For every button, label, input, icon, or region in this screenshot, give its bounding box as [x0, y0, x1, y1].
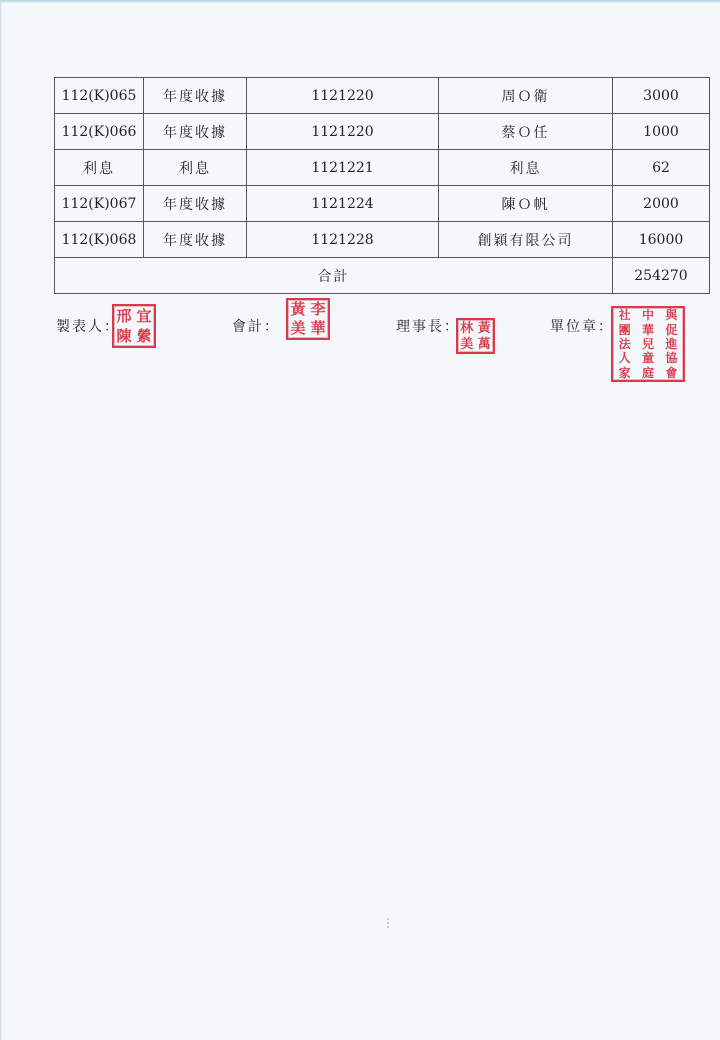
receipt-table — [54, 77, 710, 294]
receipt-number-cell: 112(K)065 — [55, 78, 144, 114]
accountant-seal: 黃 李 美 華 — [286, 298, 330, 340]
date-cell: 1121221 — [247, 150, 439, 186]
page-top-edge — [0, 0, 720, 3]
page-left-edge — [0, 0, 2, 1040]
receipt-number-cell: 112(K)067 — [55, 186, 144, 222]
receipt-type-cell: 年度收據 — [144, 186, 247, 222]
table-row — [55, 114, 710, 150]
date-cell: 1121224 — [247, 186, 439, 222]
preparer-seal: 邢 宜 陳 縈 — [112, 304, 156, 348]
amount-cell: 2000 — [613, 186, 710, 222]
organization-seal: 社 中 與 團 華 促 法 兒 進 人 童 協 家 庭 會 — [611, 306, 685, 382]
total-row — [55, 258, 710, 294]
amount-cell: 62 — [613, 150, 710, 186]
total-value: 254270 — [613, 258, 710, 294]
amount-cell: 1000 — [613, 114, 710, 150]
receipt-type-cell: 年度收據 — [144, 78, 247, 114]
donor-cell: 利息 — [439, 150, 613, 186]
chairperson-seal: 林 黃 美 萬 — [456, 318, 495, 354]
receipt-type-cell: 利息 — [144, 150, 247, 186]
table-row — [55, 222, 710, 258]
signature-section — [0, 300, 720, 390]
total-label: 合計 — [55, 258, 613, 294]
receipt-number-cell: 利息 — [55, 150, 144, 186]
date-cell: 1121228 — [247, 222, 439, 258]
table-row — [55, 78, 710, 114]
donor-cell: 蔡Ｏ任 — [439, 114, 613, 150]
donor-cell: 創穎有限公司 — [439, 222, 613, 258]
amount-cell: 16000 — [613, 222, 710, 258]
amount-cell: 3000 — [613, 78, 710, 114]
accountant-label: 會計： — [232, 319, 280, 335]
scan-speck — [387, 918, 389, 930]
receipt-number-cell: 112(K)066 — [55, 114, 144, 150]
receipt-number-cell: 112(K)068 — [55, 222, 144, 258]
unit-seal-label: 單位章： — [550, 319, 614, 335]
donor-cell: 陳Ｏ帆 — [439, 186, 613, 222]
table-row — [55, 186, 710, 222]
table-row — [55, 150, 710, 186]
receipt-type-cell: 年度收據 — [144, 114, 247, 150]
receipt-type-cell: 年度收據 — [144, 222, 247, 258]
date-cell: 1121220 — [247, 114, 439, 150]
date-cell: 1121220 — [247, 78, 439, 114]
chairperson-label: 理事長： — [396, 319, 460, 335]
donor-cell: 周Ｏ衛 — [439, 78, 613, 114]
preparer-label: 製表人： — [56, 319, 120, 335]
